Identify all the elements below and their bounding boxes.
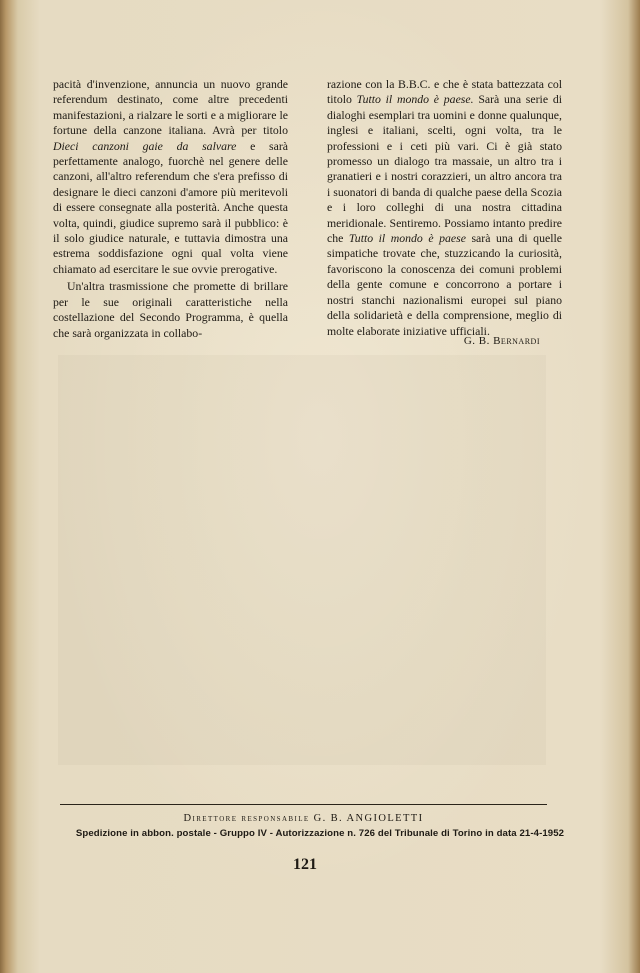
shipping-notice: Spedizione in abbon. postale - Gruppo IV - Autorizzazione n. 726 del Tribunale di Torino in data 21-4-1952: [75, 828, 565, 839]
italic-title: Dieci canzoni gaie da salvare: [53, 138, 237, 153]
show-through-area: [58, 355, 546, 765]
author-signature: G. B. Bernardi: [463, 335, 540, 347]
article-left-column: [53, 77, 288, 341]
italic-title: Tutto il mondo è paese: [348, 231, 466, 246]
footer-divider: [60, 804, 547, 805]
article-right-column: [327, 77, 562, 339]
right-paragraph-1: razione con la B.B.C. e che è stata battezzata col titolo Tutto il mondo è paese. Sarà una serie di dialoghi esemplari tra uomini e donne qualunque, inglesi e italiani, scelti, ogni volta, tra le professioni e i ceti più vari. Ci è già stato promesso un dialogo tra massaie, un altro tra i granatieri e i nostri corazzieri, un altro ancora tra i suonatori di banda di qualche paese della Scozia e i loro colleghi di una nostra cittadina meridionale. Sentiremo. Possiamo intanto predire che Tutto il mondo è paese sarà una di quelle simpatiche trovate che, stuzzicando la curiosità, favoriscono la conoscenza dei comuni problemi della gente comune e concorrono a portare i nostri stanchi nazionalismi europei sul piano della solidarietà e della comprensione, meglio di molte elaborate iniziative ufficiali.: [327, 77, 563, 338]
page-number: 121: [293, 856, 317, 873]
director-line: Direttore responsabile G. B. ANGIOLETTI: [183, 813, 424, 824]
left-paragraph-1: pacità d'invenzione, annuncia un nuovo grande referendum destinato, come altre precedenti manifestazioni, a rialzare le sorti e a migliorare le fortune della canzone italiana. Avrà per titolo Dieci canzoni gaie da salvare e sarà perfettamente analogo, fuorchè nel genere delle canzoni, all'altro referendum che s'era prefisso di designare le dieci canzoni d'amore più meritevoli di essere consegnate alla posterità. Anche questa volta, quindi, giudice supremo sarà il pubblico: è il solo giudice naturale, e tuttavia dimostra una estrema soddisfazione ogni qual volta viene chiamato ad esercitare le sue ovvie prerogative.: [53, 77, 288, 276]
left-paragraph-2: Un'altra trasmissione che promette di brillare per le sue originali caratteristiche nella costellazione del Secondo Programma, è quella che sarà organizzata in collabo-: [53, 279, 288, 340]
italic-title: Tutto il mondo è paese.: [356, 92, 474, 107]
